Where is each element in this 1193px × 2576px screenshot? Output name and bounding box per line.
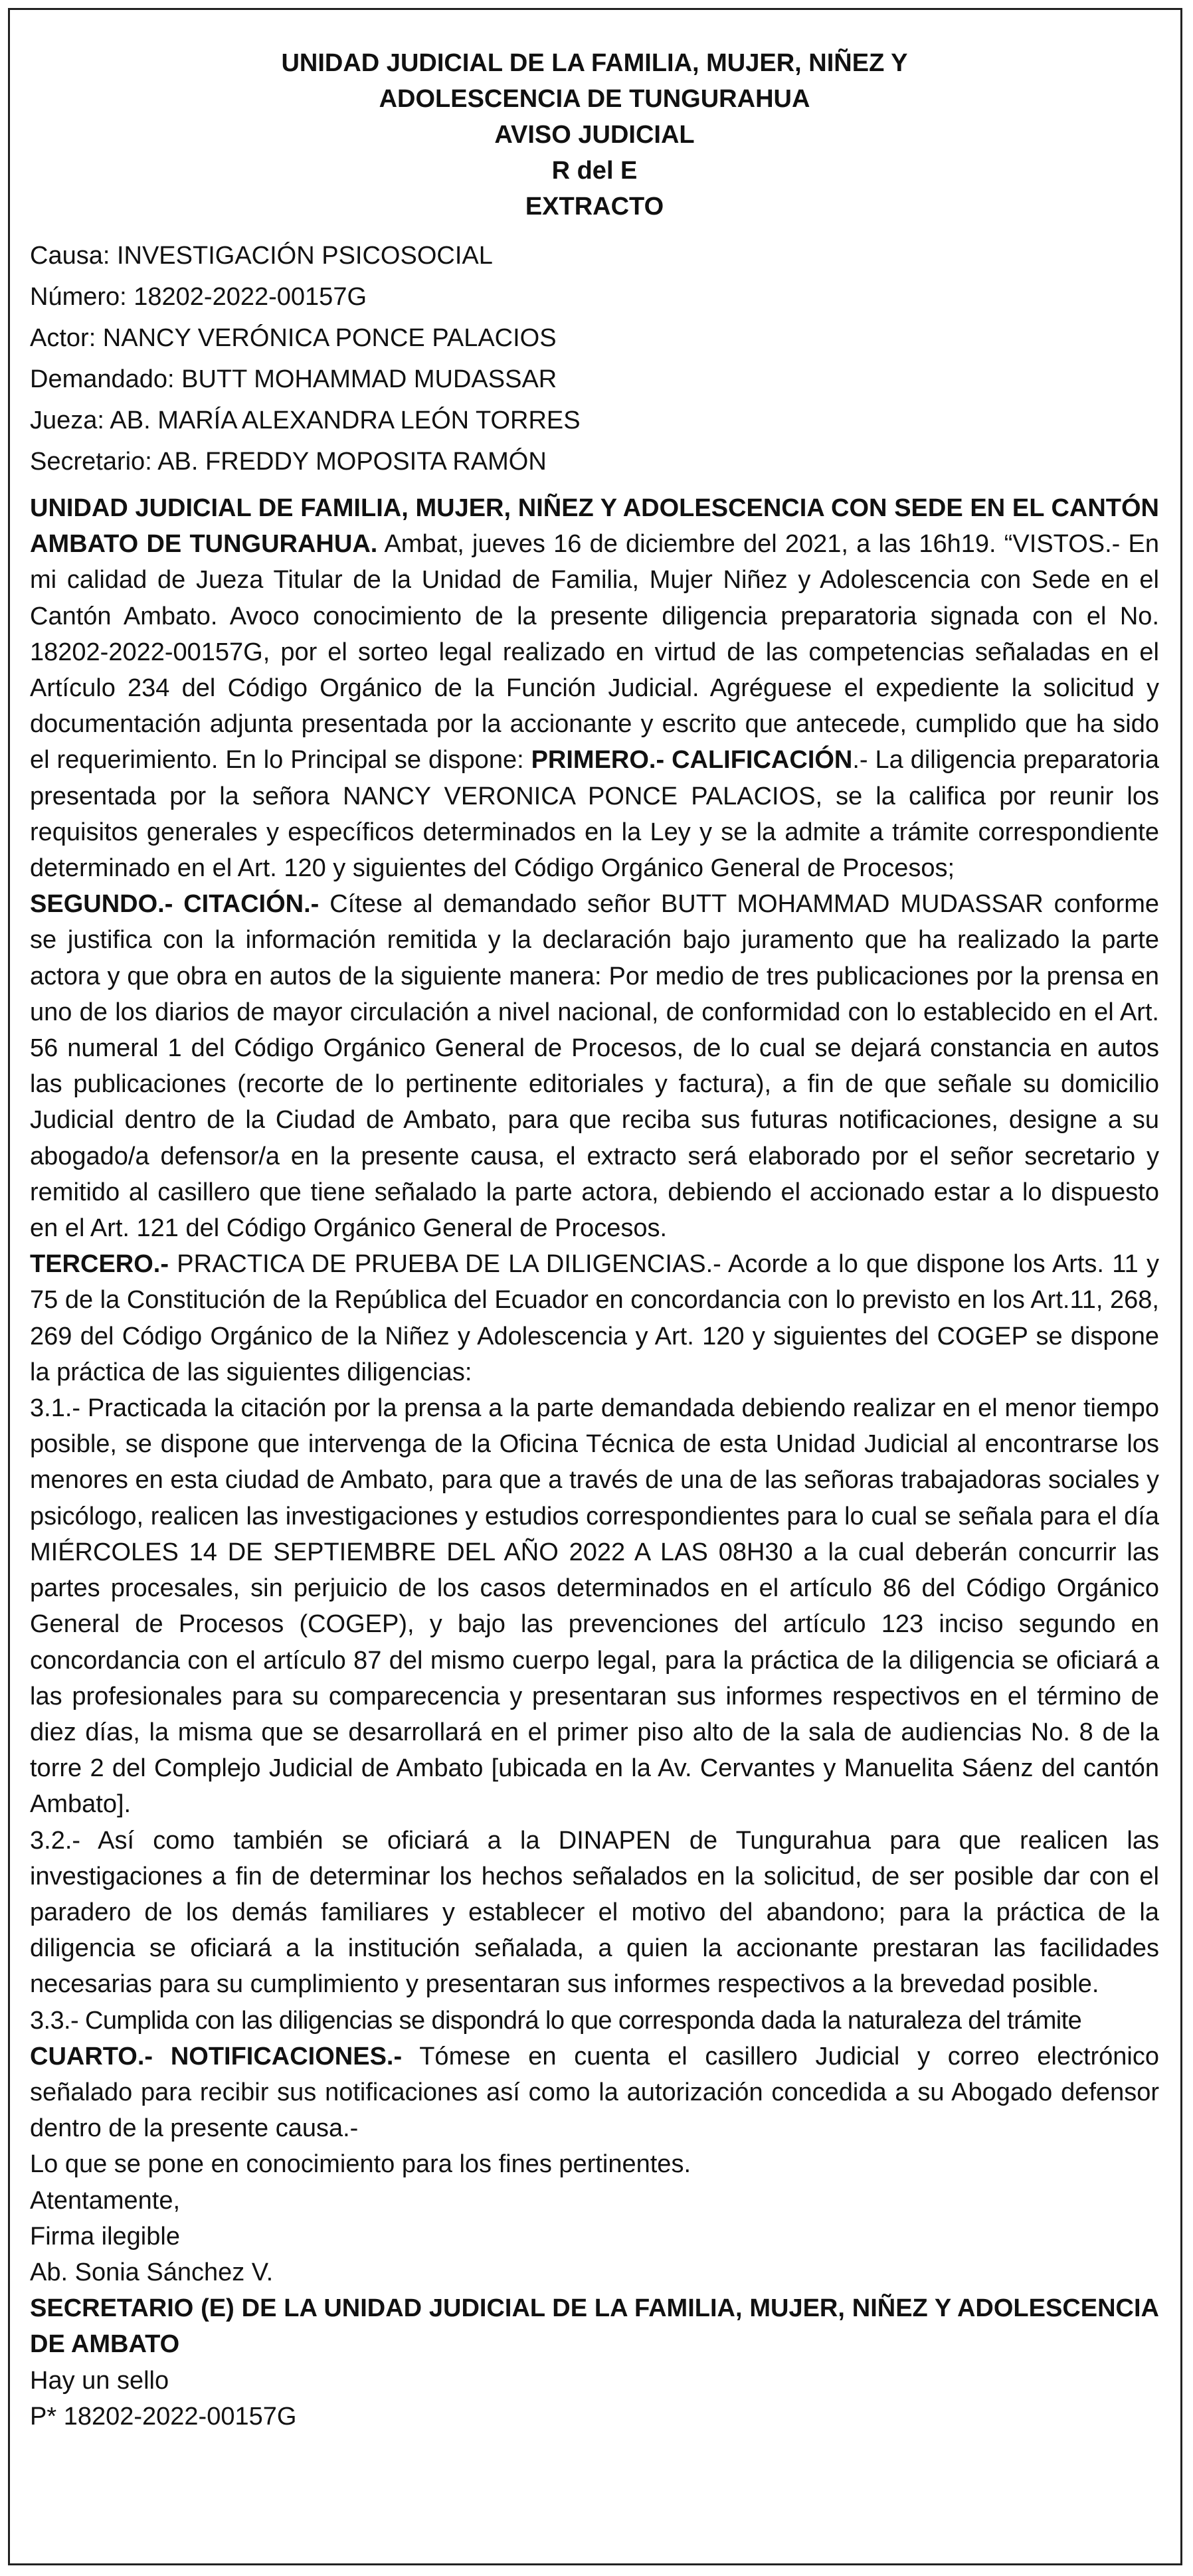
signer-name: Ab. Sonia Sánchez V. — [30, 2258, 274, 2286]
cuarto-heading: CUARTO.- NOTIFICACIONES.- — [30, 2042, 403, 2070]
paragraph-segundo — [30, 886, 1159, 1246]
case-numero: Número: 18202-2022-00157G — [30, 283, 367, 311]
signer-title-text: SECRETARIO (E) DE LA UNIDAD JUDICIAL DE LA FAMILIA, MUJER, NIÑEZ Y ADOLESCENCIA DE AMBATO — [30, 2294, 1159, 2359]
closing-greeting: Atentamente, — [30, 2186, 181, 2215]
notice-header — [30, 45, 1159, 225]
seal-note: Hay un sello — [30, 2366, 169, 2395]
intro-heading: UNIDAD JUDICIAL DE FAMILIA, MUJER, NIÑEZ Y ADOLESCENCIA CON SEDE EN EL CANTÓN AMBATO DE TUNGURAHUA. — [30, 494, 1159, 559]
intro-text: Ambat, jueves 16 de diciembre del 2021, a las 16h19. “VISTOS.- En mi calidad de Jueza Titular de la Unidad de Familia, Mujer Niñez y Adolescencia con Sede en el Cantón Ambato. Avoco conocimiento de la presente diligencia preparatoria signada con el No. 18202-2022-00157G, por el sorteo legal realizado en virtud de las competencias señaladas en el Artículo 234 del Código Orgánico de la Función Judicial. Agréguese el expediente la solicitud y documentación adjunta presentada por la accionante y escrito que antecede, cumplido que ha sido el requerimiento. En lo Principal se dispone: — [30, 530, 1159, 775]
paragraph-3-1: 3.1.- Practicada la citación por la prensa a la parte demandada debiendo realizar en el menor tiempo posible, se dispone que intervenga de la Oficina Técnica de esta Unidad Judicial al encontrarse los menores en esta ciudad de Ambato, para que a través de una de las señoras trabajadoras sociales y psicólogo, realicen las investigaciones y estudios correspondientes para lo cual se señala para el día MIÉRCOLES 14 DE SEPTIEMBRE DEL AÑO 2022 A LAS 08H30 a la cual deberán concurrir las partes procesales, sin perjuicio de los casos determinados en el artículo 86 del Código Orgánico General de Procesos (COGEP), y bajo las prevenciones del artículo 123 inciso segundo en concordancia con el artículo 87 del mismo cuerpo legal, para la práctica de la diligencia se oficiará a las profesionales para su comparecencia y presentaran sus informes respectivos en el término de diez días, la misma que se desarrollará en el primer piso alto de la sala de audiencias No. 8 de la torre 2 del Complejo Judicial de Ambato [ubicada en la Av. Cervantes y Manuelita Sáenz del cantón Ambato]. — [30, 1394, 1159, 1819]
tercero-heading: TERCERO.- — [30, 1250, 169, 1279]
case-details — [30, 235, 1159, 482]
paragraph-intro — [30, 490, 1159, 886]
case-demandado: Demandado: BUTT MOHAMMAD MUDASSAR — [30, 365, 557, 393]
publication-ref: P* 18202-2022-00157G — [30, 2402, 297, 2431]
footer-block — [30, 2363, 1159, 2435]
header-line-5: EXTRACTO — [525, 193, 664, 221]
cuarto-text: Tómese en cuenta el casillero Judicial y correo electrónico señalado para recibir sus notificaciones así como la autorización concedida a su Abogado defensor dentro de la presente causa.- — [30, 2042, 1160, 2143]
segundo-heading: SEGUNDO.- CITACIÓN.- — [30, 890, 320, 919]
paragraph-tercero — [30, 1246, 1159, 1390]
case-causa: Causa: INVESTIGACIÓN PSICOSOCIAL — [30, 242, 493, 270]
paragraph-cuarto — [30, 2039, 1159, 2147]
header-line-1: UNIDAD JUDICIAL DE LA FAMILIA, MUJER, NIÑEZ Y — [281, 49, 908, 77]
paragraph-3-3: 3.3.- Cumplida con las diligencias se dispondrá lo que corresponda dada la naturaleza del trámite — [30, 2006, 1082, 2035]
header-line-2: ADOLESCENCIA DE TUNGURAHUA — [379, 85, 810, 113]
primero-text: .- La diligencia preparatoria presentada por la señora NANCY VERONICA PONCE PALACIOS, se la califica por reunir los requisitos generales y específicos determinados en la Ley y se la admite a trámite correspondiente determinado en el Art. 120 y siguientes del Código Orgánico General de Procesos; — [30, 746, 1159, 883]
header-line-3: AVISO JUDICIAL — [494, 121, 695, 149]
signer-title — [30, 2290, 1159, 2362]
notice-body — [30, 490, 1159, 2146]
primero-heading: PRIMERO.- CALIFICACIÓN — [531, 746, 853, 775]
paragraph-3-2: 3.2.- Así como también se oficiará a la DINAPEN de Tungurahua para que realicen las investigaciones a fin de determinar los hechos señalados en la solicitud, de ser posible dar con el paradero de los demás familiares y establecer el motivo del abandono; para la práctica de la diligencia se oficiará a la institución señalada, a quien la accionante prestaran las facilidades necesarias para su cumplimiento y presentaran sus informes respectivos a la brevedad posible. — [30, 1826, 1159, 1999]
signer-title-block — [30, 2290, 1159, 2362]
case-secretario: Secretario: AB. FREDDY MOPOSITA RAMÓN — [30, 448, 547, 476]
judicial-notice — [30, 45, 1159, 2435]
closing-line: Lo que se pone en conocimiento para los fines pertinentes. — [30, 2150, 691, 2179]
signature-note: Firma ilegible — [30, 2222, 180, 2251]
closing-block — [30, 2146, 1159, 2290]
case-actor: Actor: NANCY VERÓNICA PONCE PALACIOS — [30, 324, 557, 352]
segundo-text: Cítese al demandado señor BUTT MOHAMMAD MUDASSAR conforme se justifica con la información remitida y la declaración bajo juramento que ha realizado la parte actora y que obra en autos de la siguiente manera: Por medio de tres publicaciones por la prensa en uno de los diarios de mayor circulación a nivel nacional, de conformidad con lo establecido en el Art. 56 numeral 1 del Código Orgánico General de Procesos, de lo cual se dejará constancia en autos las publicaciones (recorte de lo pertinente editoriales y factura), a fin de que señale su domicilio Judicial dentro de la Ciudad de Ambato, para que reciba sus futuras notificaciones, designe a su abogado/a defensor/a en la presente causa, el extracto será elaborado por el señor secretario y remitido al casillero que tiene señalado la parte actora, debiendo el accionado estar a lo dispuesto en el Art. 121 del Código Orgánico General de Procesos. — [30, 890, 1160, 1243]
tercero-text: PRACTICA DE PRUEBA DE LA DILIGENCIAS.- Acorde a lo que dispone los Arts. 11 y 75 de la Constitución de la República del Ecuador en concordancia con lo previsto en los Art.11, 268, 269 del Código Orgánico de la Niñez y Adolescencia y Art. 120 y siguientes del COGEP se dispone la práctica de las siguientes diligencias: — [30, 1250, 1159, 1386]
header-line-4: R del E — [551, 157, 638, 185]
case-jueza: Jueza: AB. MARÍA ALEXANDRA LEÓN TORRES — [30, 407, 581, 434]
